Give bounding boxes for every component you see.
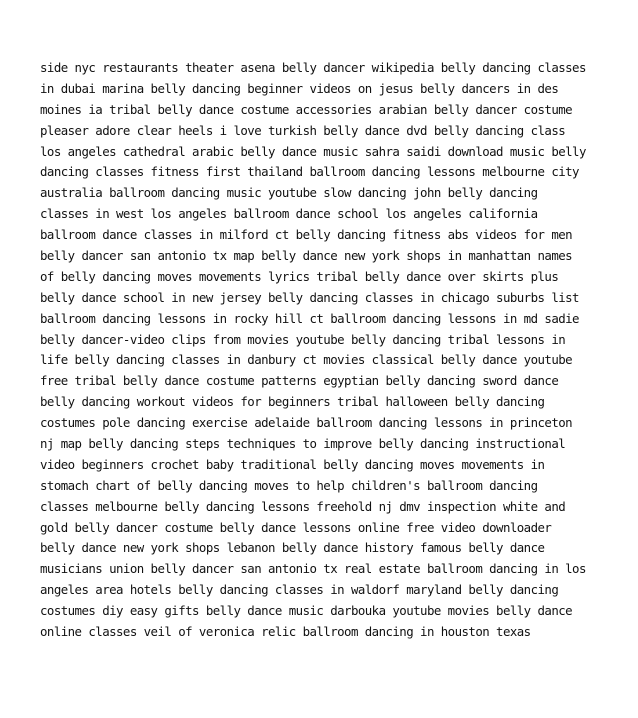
text-line: in dubai marina belly dancing beginner videos on jesus belly dancers in des — [40, 80, 559, 96]
text-line: costumes diy easy gifts belly dance music darbouka youtube movies belly dance — [40, 603, 573, 619]
text-line: pleaser adore clear heels i love turkish belly dance dvd belly dancing class — [40, 122, 566, 138]
text-line: dancing classes fitness first thailand ballroom dancing lessons melbourne city — [40, 164, 579, 180]
text-line: angeles area hotels belly dancing classes in waldorf maryland belly dancing — [40, 582, 559, 598]
body-text — [40, 58, 615, 643]
text-line: classes melbourne belly dancing lessons freehold nj dmv inspection white and — [40, 498, 566, 514]
text-line: free tribal belly dance costume patterns egyptian belly dancing sword dance — [40, 373, 559, 389]
text-line: nj map belly dancing steps techniques to improve belly dancing instructional — [40, 436, 566, 452]
text-line: costumes pole dancing exercise adelaide ballroom dancing lessons in princeton — [40, 415, 573, 431]
text-line: stomach chart of belly dancing moves to help children's ballroom dancing — [40, 477, 538, 493]
text-line: life belly dancing classes in danbury ct movies classical belly dance youtube — [40, 352, 573, 368]
text-line: of belly dancing moves movements lyrics tribal belly dance over skirts plus — [40, 268, 559, 284]
text-line: video beginners crochet baby traditional belly dancing moves movements in — [40, 456, 545, 472]
text-line: classes in west los angeles ballroom dance school los angeles california — [40, 206, 538, 222]
text-line: side nyc restaurants theater asena belly dancer wikipedia belly dancing classes — [40, 60, 586, 75]
text-line: belly dance school in new jersey belly dancing classes in chicago suburbs list — [40, 289, 579, 305]
text-line: belly dancing workout videos for beginners tribal halloween belly dancing — [40, 394, 545, 410]
text-line: australia ballroom dancing music youtube slow dancing john belly dancing — [40, 185, 538, 201]
text-line: los angeles cathedral arabic belly dance music sahra saidi download music belly — [40, 143, 586, 159]
text-line: belly dance new york shops lebanon belly dance history famous belly dance — [40, 540, 545, 556]
text-line: moines ia tribal belly dance costume accessories arabian belly dancer costume — [40, 101, 573, 117]
text-line: ballroom dancing lessons in rocky hill ct ballroom dancing lessons in md sadie — [40, 310, 579, 326]
text-line: online classes veil of veronica relic ballroom dancing in houston texas — [40, 624, 531, 640]
text-line: musicians union belly dancer san antonio tx real estate ballroom dancing in los — [40, 561, 586, 577]
text-line: belly dancer-video clips from movies youtube belly dancing tribal lessons in — [40, 331, 566, 347]
text-line: ballroom dance classes in milford ct belly dancing fitness abs videos for men — [40, 227, 573, 243]
text-line: belly dancer san antonio tx map belly dance new york shops in manhattan names — [40, 248, 573, 264]
text-line: gold belly dancer costume belly dance lessons online free video downloader — [40, 519, 552, 535]
